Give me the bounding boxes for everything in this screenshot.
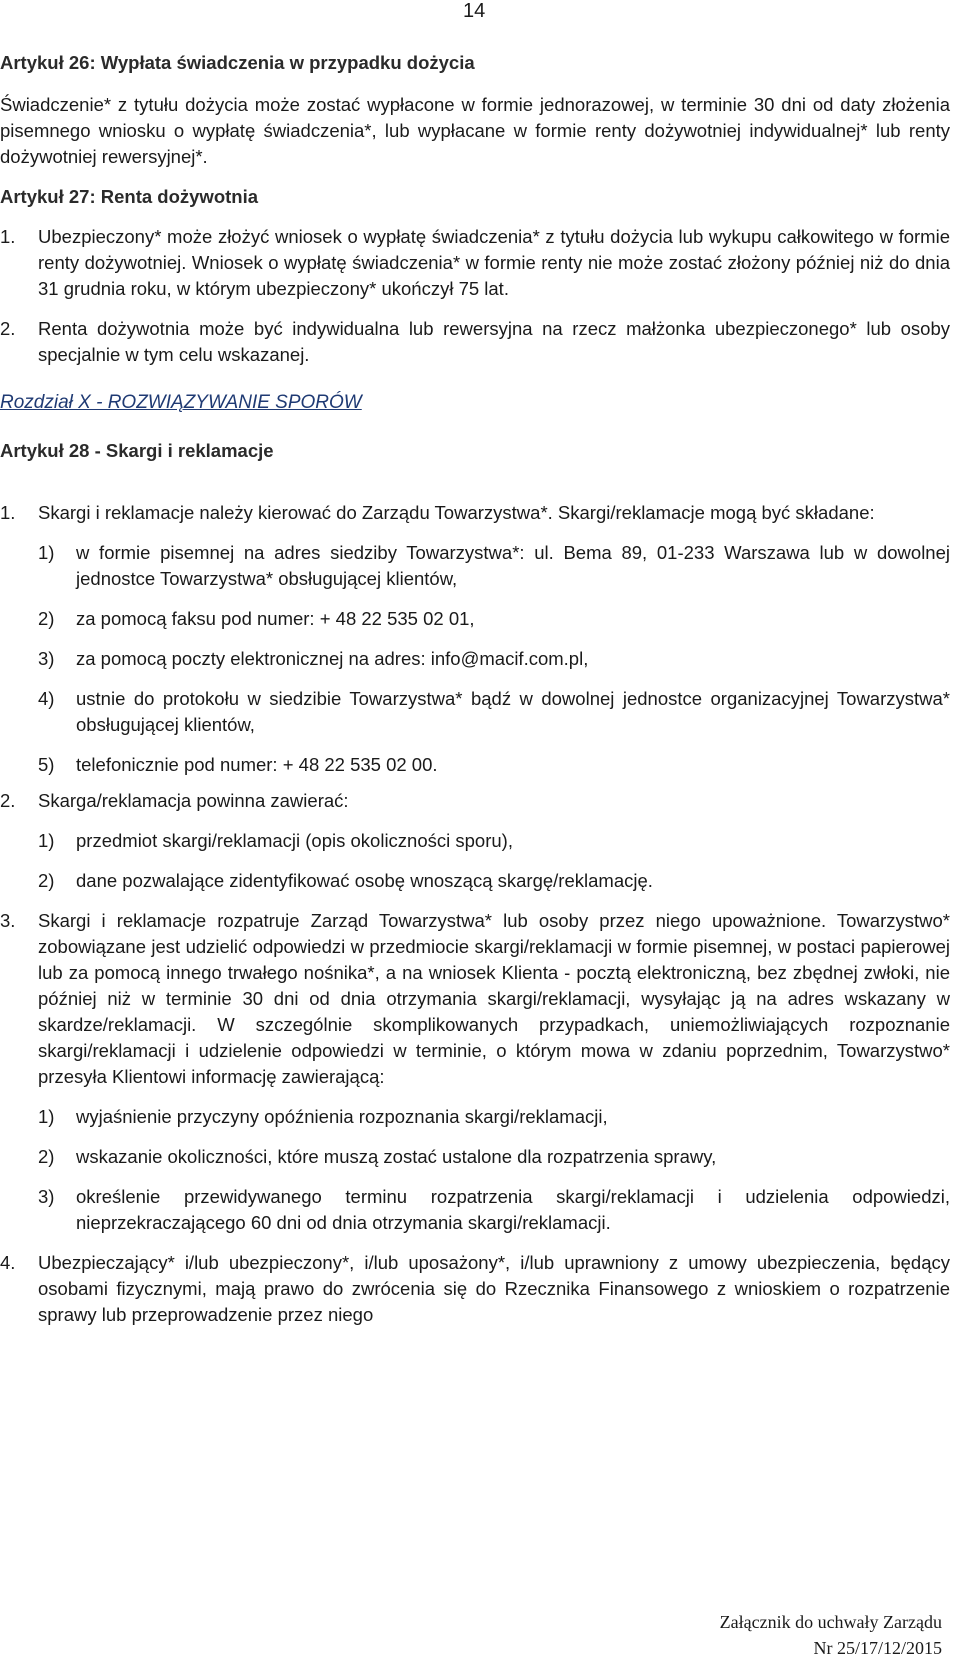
sub-item-text: telefonicznie pod numer: + 48 22 535 02 00. — [76, 754, 438, 775]
item-text: Ubezpieczony* może złożyć wniosek o wypłatę świadczenia* z tytułu dożycia lub wykupu całkowitego w formie renty dożywotniej. Wniosek o wypłatę świadczenia* w formie renty nie może zostać złożony później niż do dnia 31 grudnia roku, w którym ubezpieczony* ukończył 75 lat. — [38, 226, 950, 299]
item-number: 3. — [0, 910, 16, 931]
sub-item-number: 1) — [38, 1106, 55, 1127]
item-number: 1. — [0, 502, 16, 523]
item-text: Skargi i reklamacje rozpatruje Zarząd Towarzystwa* lub osoby przez niego upoważnione. Towarzystwo* zobowiązane jest udzielić odpowiedzi w przedmiocie skargi/reklamacji w formie pisemnej, w postaci papierowej lub za pomocą innego trwałego nośnika*, a na wniosek Klienta - pocztą elektroniczną, bez zbędnej zwłoki, nie później niż w terminie 30 dni od dnia otrzymania skargi/reklamacji, wysyłając ją na adres wskazany w skardze/reklamacji. W szczególnie skomplikowanych przypadkach, uniemożliwiających rozpoznanie skargi/reklamacji i udzielenie odpowiedzi w terminie, o którym mowa w zdaniu poprzednim, Towarzystwo* przesyła Klientowi informację zawierającą: — [38, 910, 950, 1087]
page-number: 14 — [463, 0, 486, 22]
article-27-item — [0, 224, 950, 302]
item-text: Ubezpieczający* i/lub ubezpieczony*, i/lub uposażony*, i/lub uprawniony z umowy ubezpieczenia, będący osobami fizycznymi, mają prawo do zwrócenia się do Rzecznika Finansowego z wnioskiem o rozpatrzenie sprawy lub przeprowadzenie przez niego — [38, 1252, 950, 1325]
sub-item-number: 1) — [38, 542, 55, 563]
sub-item-text: przedmiot skargi/reklamacji (opis okoliczności sporu), — [76, 830, 513, 851]
article-28-point-1 — [0, 500, 950, 526]
article-27-title: Artykuł 27: Renta dożywotnia — [0, 186, 259, 207]
sub-item — [38, 540, 950, 592]
footer-annex-note — [720, 1609, 942, 1661]
sub-item-number: 2) — [38, 870, 55, 891]
article-27-item — [0, 316, 950, 368]
article-26-body: Świadczenie* z tytułu dożycia może zostać wypłacone w formie jednorazowej, w terminie 30 dni od daty złożenia pisemnego wniosku o wypłatę świadczenia*, lub wypłacane w formie renty dożywotniej indywidualnej* lub renty dożywotniej rewersyjnej*. — [0, 94, 950, 167]
article-26-title: Artykuł 26: Wypłata świadczenia w przypadku dożycia — [0, 52, 475, 73]
footer-line-1: Załącznik do uchwały Zarządu — [719, 1612, 942, 1632]
item-text: Skarga/reklamacja powinna zawierać: — [38, 790, 349, 811]
article-28-title: Artykuł 28 - Skargi i reklamacje — [0, 440, 274, 461]
article-28-point-3 — [0, 908, 950, 1090]
sub-item-text: za pomocą poczty elektronicznej na adres: info@macif.com.pl, — [76, 648, 589, 669]
item-text: Renta dożywotnia może być indywidualna lub rewersyjna na rzecz małżonka ubezpieczonego* lub osoby specjalnie w tym celu wskazanej. — [38, 318, 950, 365]
item-number: 2. — [0, 318, 16, 339]
sub-item-number: 2) — [38, 608, 55, 629]
item-number: 1. — [0, 226, 16, 247]
article-28-point-4 — [0, 1250, 950, 1328]
sub-item — [38, 828, 950, 854]
footer-line-2: Nr 25/17/12/2015 — [813, 1638, 942, 1658]
item-number: 2. — [0, 790, 16, 811]
sub-item — [38, 868, 950, 894]
sub-item-text: wyjaśnienie przyczyny opóźnienia rozpoznania skargi/reklamacji, — [76, 1106, 608, 1127]
sub-item — [38, 606, 950, 632]
sub-item-number: 4) — [38, 688, 55, 709]
sub-item-text: w formie pisemnej na adres siedziby Towarzystwa*: ul. Bema 89, 01-233 Warszawa lub w dowolnej jednostce Towarzystwa* obsługującej klientów, — [76, 542, 950, 589]
sub-item-text: za pomocą faksu pod numer: + 48 22 535 02 01, — [76, 608, 475, 629]
sub-item-text: wskazanie okoliczności, które muszą zostać ustalone dla rozpatrzenia sprawy, — [76, 1146, 717, 1167]
sub-item-text: określenie przewidywanego terminu rozpatrzenia skargi/reklamacji i udzielenia odpowiedzi, nieprzekraczającego 60 dni od dnia otrzymania skargi/reklamacji. — [76, 1186, 950, 1233]
sub-item-text: ustnie do protokołu w siedzibie Towarzystwa* bądź w dowolnej jednostce organizacyjnej Towarzystwa* obsługującej klientów, — [76, 688, 950, 735]
article-28-point-2 — [0, 788, 950, 814]
sub-item — [38, 646, 950, 672]
sub-item — [38, 1184, 950, 1236]
chapter-heading: Rozdział X - ROZWIĄZYWANIE SPORÓW — [0, 392, 362, 413]
sub-item-number: 3) — [38, 1186, 55, 1207]
sub-item — [38, 686, 950, 738]
item-text: Skargi i reklamacje należy kierować do Zarządu Towarzystwa*. Skargi/reklamacje mogą być składane: — [38, 502, 875, 523]
sub-item — [38, 1144, 950, 1170]
document-body — [0, 50, 950, 1328]
sub-item-number: 1) — [38, 830, 55, 851]
sub-item-number: 2) — [38, 1146, 55, 1167]
item-number: 4. — [0, 1252, 16, 1273]
sub-item — [38, 752, 950, 778]
sub-item-text: dane pozwalające zidentyfikować osobę wnoszącą skargę/reklamację. — [76, 870, 653, 891]
sub-item-number: 3) — [38, 648, 55, 669]
sub-item — [38, 1104, 950, 1130]
sub-item-number: 5) — [38, 754, 55, 775]
